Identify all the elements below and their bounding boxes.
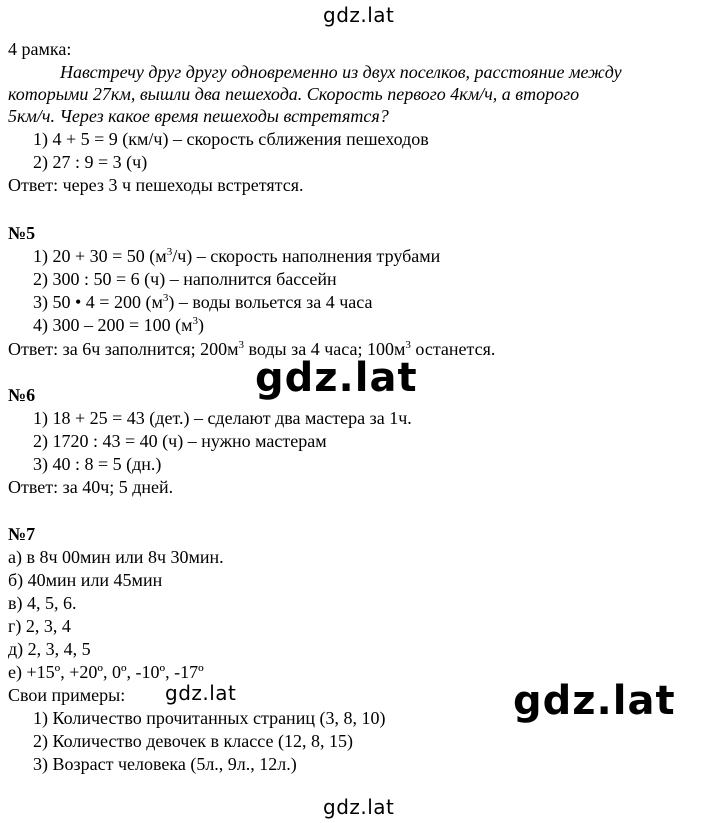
task7-example-3: 3) Возраст человека (5л., 9л., 12л.) [33, 754, 297, 774]
task5-heading: №5 [8, 223, 36, 243]
task5-step1: 1) 20 + 30 = 50 $(м^3/ч)$ – скорость наполнения трубами [33, 246, 441, 266]
task5-step4: 4) 300 – 200 = 100 $(м^3)$ [33, 315, 205, 335]
task7-item-g: г) 2, 3, 4 [8, 616, 71, 636]
frame4-problem-line3: 5км/ч. Через какое время пешеходы встретятся? [8, 106, 389, 126]
task7-item-v: в) 4, 5, 6. [8, 593, 77, 613]
frame4-heading: 4 рамка: [8, 39, 72, 59]
task5-answer: Ответ: за 6ч заполнится; $200м^3$ воды за 4 часа; $100м^3$ останется. [8, 339, 496, 359]
task7-heading: №7 [8, 524, 36, 544]
frame4-answer: Ответ: через 3 ч пешеходы встретятся. [8, 175, 304, 195]
task6-step3: 3) 40 : 8 = 5 (дн.) [33, 454, 162, 474]
task6-step2: 2) 1720 : 43 = 40 (ч) – нужно мастерам [33, 431, 327, 451]
task5-step2: 2) 300 : 50 = 6 (ч) – наполнится бассейн [33, 269, 337, 289]
task6-heading: №6 [8, 385, 36, 405]
frame4-step1: 1) 4 + 5 = 9 (км/ч) – скорость сближения пешеходов [33, 129, 429, 149]
task7-item-a: а) в 8ч 00мин или 8ч 30мин. [8, 547, 224, 567]
task7-item-b: б) 40мин или 45мин [8, 570, 163, 590]
watermark-inline: gdz.lat [165, 681, 237, 705]
watermark-middle: gdz.lat [255, 355, 418, 401]
watermark-bottom: gdz.lat [323, 795, 395, 819]
watermark-top: gdz.lat [323, 3, 395, 27]
frame4-problem-line2: которыми 27км, вышли два пешехода. Скорость первого 4км/ч, а второго [8, 84, 580, 104]
task7-example-1: 1) Количество прочитанных страниц (3, 8, 10) [33, 708, 386, 728]
task7-item-d: д) 2, 3, 4, 5 [8, 639, 91, 659]
frame4-step2: 2) 27 : 9 = 3 (ч) [33, 152, 148, 172]
task5-step3: 3) 50 • 4 = 200 $(м^3)$ – воды вольется за 4 часа [33, 292, 373, 312]
task7-item-e: е) +15º, +20º, 0º, -10º, -17º [8, 662, 204, 682]
task6-answer: Ответ: за 40ч; 5 дней. [8, 477, 174, 497]
task7-example-2: 2) Количество девочек в классе (12, 8, 15) [33, 731, 353, 751]
watermark-right: gdz.lat [513, 678, 676, 724]
task6-step1: 1) 18 + 25 = 43 (дет.) – сделают два мастера за 1ч. [33, 408, 412, 428]
task7-own-examples-label: Свои примеры: [8, 685, 126, 705]
frame4-problem-line1: Навстречу друг другу одновременно из двух поселков, расстояние между [60, 62, 622, 82]
